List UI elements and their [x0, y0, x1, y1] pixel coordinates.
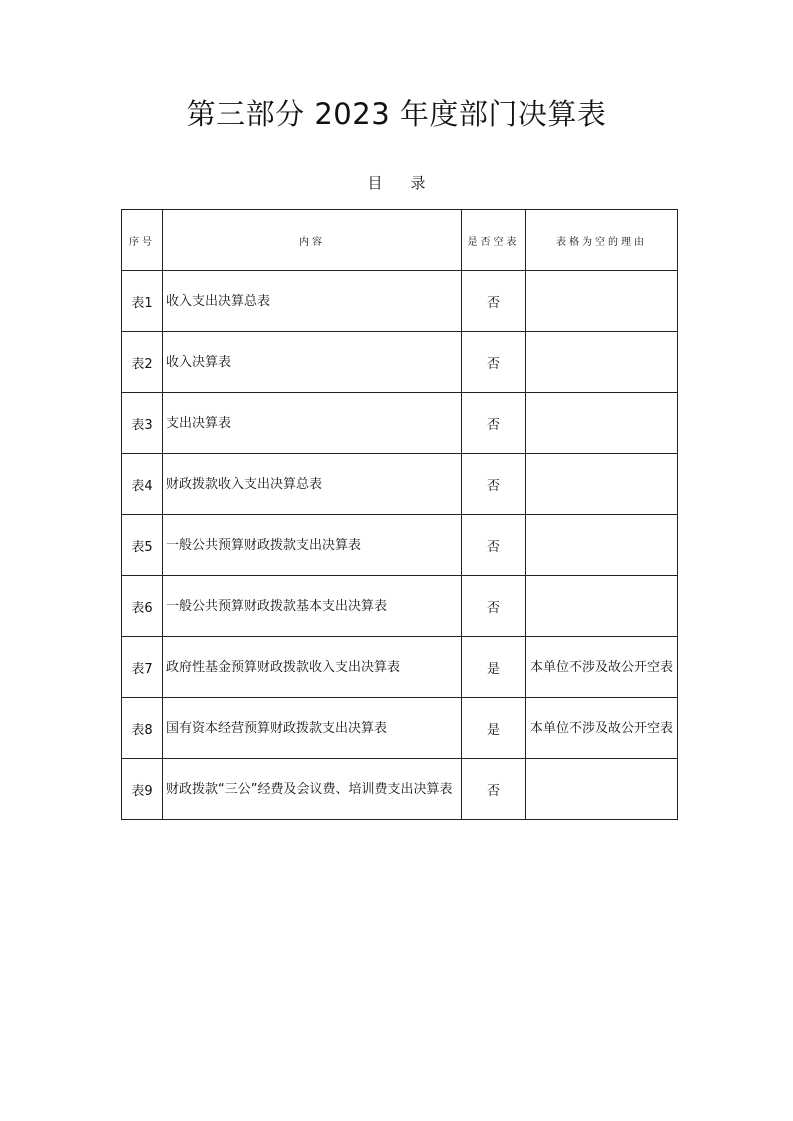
table-header-row: [122, 210, 678, 271]
row-no: 表5: [122, 515, 163, 576]
row-is-empty: 否: [462, 515, 526, 576]
header-no: 序号: [122, 210, 163, 271]
row-reason: [526, 393, 678, 454]
row-is-empty: 否: [462, 454, 526, 515]
table-row: [122, 576, 678, 637]
table-row: [122, 759, 678, 820]
row-reason: 本单位不涉及故公开空表: [526, 698, 678, 759]
row-content: 一般公共预算财政拨款基本支出决算表: [163, 576, 462, 637]
page-title: 第三部分 2023 年度部门决算表: [186, 97, 607, 131]
row-reason: [526, 576, 678, 637]
table-row: [122, 698, 678, 759]
row-content: 政府性基金预算财政拨款收入支出决算表: [163, 637, 462, 698]
row-no: 表7: [122, 637, 163, 698]
row-no: 表6: [122, 576, 163, 637]
row-no: 表3: [122, 393, 163, 454]
row-content: 财政拨款“三公”经费及会议费、培训费支出决算表: [163, 759, 462, 820]
table-row: [122, 332, 678, 393]
row-reason: [526, 454, 678, 515]
toc-table: [121, 209, 678, 820]
toc-heading: 目录: [367, 174, 454, 192]
row-is-empty: 是: [462, 698, 526, 759]
table-row: [122, 393, 678, 454]
row-is-empty: 是: [462, 637, 526, 698]
header-reason: 表格为空的理由: [526, 210, 678, 271]
row-reason: [526, 271, 678, 332]
row-no: 表9: [122, 759, 163, 820]
row-content: 收入决算表: [163, 332, 462, 393]
row-content: 收入支出决算总表: [163, 271, 462, 332]
row-content: 一般公共预算财政拨款支出决算表: [163, 515, 462, 576]
row-is-empty: 否: [462, 332, 526, 393]
row-is-empty: 否: [462, 393, 526, 454]
table-row: [122, 637, 678, 698]
table-row: [122, 271, 678, 332]
row-reason: [526, 515, 678, 576]
table-row: [122, 454, 678, 515]
header-is-empty: 是否空表: [462, 210, 526, 271]
row-reason: [526, 759, 678, 820]
header-content: 内容: [163, 210, 462, 271]
row-no: 表4: [122, 454, 163, 515]
row-content: 支出决算表: [163, 393, 462, 454]
row-no: 表2: [122, 332, 163, 393]
row-is-empty: 否: [462, 759, 526, 820]
row-is-empty: 否: [462, 271, 526, 332]
row-no: 表8: [122, 698, 163, 759]
row-content: 国有资本经营预算财政拨款支出决算表: [163, 698, 462, 759]
row-reason: [526, 332, 678, 393]
row-content: 财政拨款收入支出决算总表: [163, 454, 462, 515]
row-no: 表1: [122, 271, 163, 332]
row-reason: 本单位不涉及故公开空表: [526, 637, 678, 698]
row-is-empty: 否: [462, 576, 526, 637]
table-row: [122, 515, 678, 576]
